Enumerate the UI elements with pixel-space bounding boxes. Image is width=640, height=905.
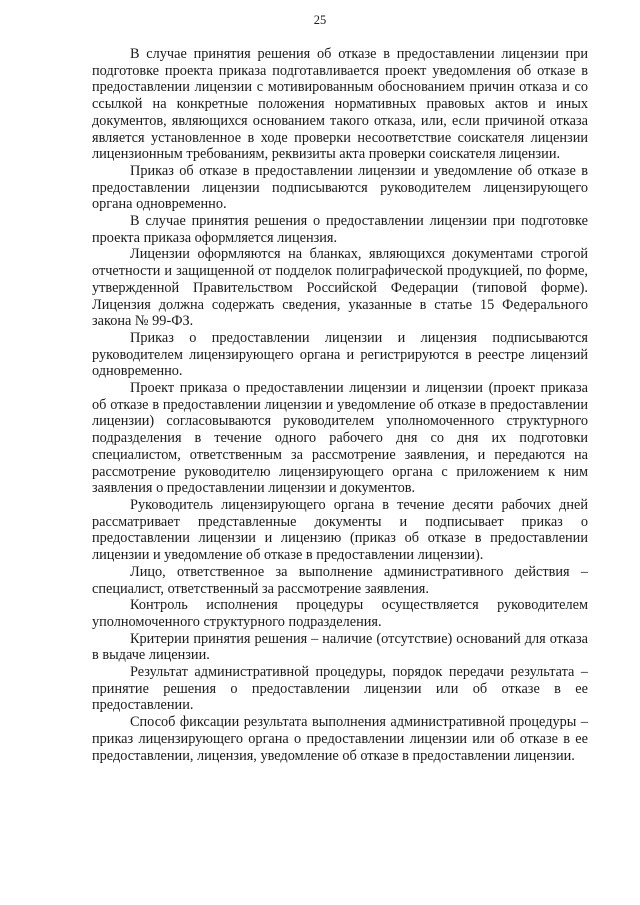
paragraph-grant-decision: В случае принятия решения о предоставлении лицензии при подготовке проекта приказа оформляется лицензия. (92, 213, 588, 246)
paragraph-refusal-signing: Приказ об отказе в предоставлении лицензии и уведомление об отказе в предоставлении лицензии подписываются руководителем лицензирующего органа одновременно. (92, 162, 588, 213)
paragraph-control: Контроль исполнения процедуры осуществляется руководителем уполномоченного структурного подразделения. (92, 597, 588, 630)
paragraph-head-review: Руководитель лицензирующего органа в течение десяти рабочих дней рассматривает представленные документы и подписывает приказ о предоставлении лицензии и лицензию (приказ об отказе в предоставлении лицензии и уведомление об отказе в предоставлении лицензии). (92, 496, 588, 564)
paragraph-procedure-result: Результат административной процедуры, порядок передачи результата – принятие решения о предоставлении лицензии или об отказе в ее предоставлении. (92, 664, 588, 714)
paragraph-responsible-person: Лицо, ответственное за выполнение административного действия – специалист, ответственный за рассмотрение заявления. (92, 563, 588, 597)
document-body (92, 46, 588, 764)
paragraph-decision-criteria: Критерии принятия решения – наличие (отсутствие) оснований для отказа в выдаче лицензии. (92, 630, 588, 664)
paragraph-license-signing: Приказ о предоставлении лицензии и лицензия подписываются руководителем лицензирующего органа и регистрируются в реестре лицензий одновременно. (92, 329, 588, 380)
page-number: 25 (313, 13, 327, 27)
paragraph-result-recording: Способ фиксации результата выполнения административной процедуры – приказ лицензирующего органа о предоставлении лицензии или об отказе в ее предоставлении, лицензия, уведомление об отказе в предоставлении лицензии. (92, 714, 588, 764)
paragraph-license-forms: Лицензии оформляются на бланках, являющихся документами строгой отчетности и защищенной от подделок полиграфической продукцией, по форме, утвержденной Правительством Российской Федерации (типовой форме). Лицензия должна содержать сведения, указанные в статье 15 Федерального закона № 99-ФЗ. (92, 246, 588, 330)
paragraph-refusal-notice: В случае принятия решения об отказе в предоставлении лицензии при подготовке проекта приказа подготавливается проект уведомления об отказе в предоставлении лицензии с мотивированным обоснованием причин отказа и со ссылкой на конкретные положения нормативных правовых актов и иных документов, являющихся основанием такого отказа, или, если причиной отказа является установленное в ходе проверки несоответствие соискателя лицензии лицензионным требованиям, реквизиты акта проверки соискателя лицензии. (92, 46, 588, 163)
paragraph-draft-approval: Проект приказа о предоставлении лицензии и лицензии (проект приказа об отказе в предоставлении лицензии и уведомление об отказе в предоставлении лицензии) согласовываются руководителем уполномоченного структурного подразделения в течение одного рабочего дня со дня их подготовки специалистом, ответственным за рассмотрение заявления, и передаются на рассмотрение руководителю лицензирующего органа с приложением к ним заявления о предоставлении лицензии и документов. (92, 380, 588, 497)
